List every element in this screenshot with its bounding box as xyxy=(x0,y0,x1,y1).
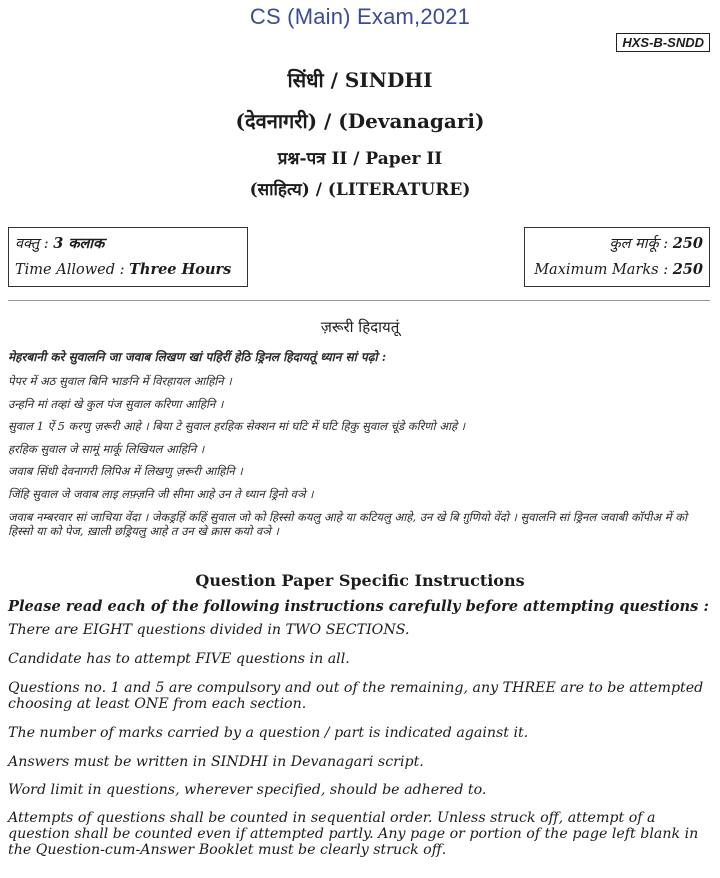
english-instruction-4: The number of marks carried by a question / part is indicated against it. xyxy=(8,725,529,741)
time-english-row xyxy=(15,257,241,283)
sindhi-instruction-4: हरहिक सुवाल जे सामूं मार्कू लिखियल आहिनि । xyxy=(8,441,205,456)
english-instruction-7: Attempts of questions shall be counted in sequential order. Unless struck off, attempt of a question shall be counted even if attempted partly. Any page or portion of the page left blank in the Question-cum-Answer Booklet must be clearly struck off. xyxy=(8,810,699,858)
marks-hindi-value: 250 xyxy=(672,235,703,252)
english-instruction-3: Questions no. 1 and 5 are compulsory and out of the remaining, any THREE are to be attempted choosing at least ONE from each section. xyxy=(8,680,704,712)
sindhi-instruction-7: जवाब नम्बरवार सां जाचिया वेंदा । जेकड्रहिं कहिं सुवाल जो को हिस्सो कयलु आहे या कटियलु आहे, उन खे बि ग़ुणियो वेंदो । सुवालनि सां ड्रिनल जवाबी कॉपीअ में को हिस्सो या को पेज, ख़ाली छड्रियलु आहे त उन खे क्रास कयो वञे । xyxy=(8,509,688,538)
marks-english-value: 250 xyxy=(672,261,703,278)
english-instructions-list xyxy=(8,598,712,871)
sindhi-instructions-list xyxy=(8,348,714,538)
english-instructions-lead: Please read each of the following instructions carefully before attempting questions : xyxy=(8,598,709,615)
exam-title: CS (Main) Exam,2021 xyxy=(249,4,471,29)
sindhi-instruction-3: सुवाल 1 ऐं 5 करणु ज़रूरी आहे । बिया टे सुवाल हरहिक सेक्शन मां घटि में घटि हिकु सुवाल चूंडे करिणो आहे । xyxy=(8,419,466,434)
english-instruction-2: Candidate has to attempt FIVE questions in all. xyxy=(8,651,350,667)
time-allowed-box xyxy=(8,227,248,287)
subject-title: सिंधी / SINDHI xyxy=(287,68,433,92)
section-title: (साहित्य) / (LITERATURE) xyxy=(249,180,471,200)
sindhi-instruction-5: जवाब सिंधी देवनागरी लिपिअ में लिखणु ज़रूरी आहिनि । xyxy=(8,464,243,479)
marks-english-label: Maximum Marks : xyxy=(534,262,669,278)
sindhi-instruction-1: पेपर में अठ सुवाल बिनि भाङनि में विरहायल आहिनि । xyxy=(8,374,232,388)
sindhi-instructions-lead: मेहरबानी करे सुवालनि जा जवाब लिखण खां पहिरीं हेठि ड्रिनल हिदायतूं ध्यान सां पढ़ो : xyxy=(8,350,387,364)
english-instructions-heading: Question Paper Specific Instructions xyxy=(195,571,525,590)
divider xyxy=(8,300,710,301)
sindhi-instructions-heading: ज़रूरी हिदायतूं xyxy=(320,318,400,336)
paper-title: प्रश्न-पत्र II / Paper II xyxy=(277,149,443,169)
marks-hindi-row xyxy=(531,231,703,257)
sindhi-instruction-2: उन्हनि मां तव्हां खे कुल पंज सुवाल करिणा आहिनि । xyxy=(8,396,224,411)
maximum-marks-box xyxy=(524,227,710,287)
time-english-value: Three Hours xyxy=(129,261,232,278)
time-hindi-row xyxy=(15,231,241,257)
english-instruction-5: Answers must be written in SINDHI in Devanagari script. xyxy=(8,754,424,770)
time-hindi-label: वक्तु : xyxy=(15,236,49,252)
paper-code-box: HXS-B-SNDD xyxy=(616,33,710,52)
english-instruction-1: There are EIGHT questions divided in TWO SECTIONS. xyxy=(8,622,410,638)
script-title: (देवनागरी) / (Devanagari) xyxy=(235,109,485,133)
time-english-label: Time Allowed : xyxy=(15,262,125,278)
sindhi-instruction-6: जिंहि सुवाल जे जवाब लाइ लफ़्ज़नि जी सीमा आहे उन ते ध्यान ड्रिनो वञे । xyxy=(8,486,314,501)
marks-english-row xyxy=(531,257,703,283)
time-hindi-value: 3 कलाक xyxy=(53,235,105,252)
english-instruction-6: Word limit in questions, wherever specified, should be adhered to. xyxy=(8,782,487,798)
marks-hindi-label: कुल मार्कू : xyxy=(609,236,669,252)
